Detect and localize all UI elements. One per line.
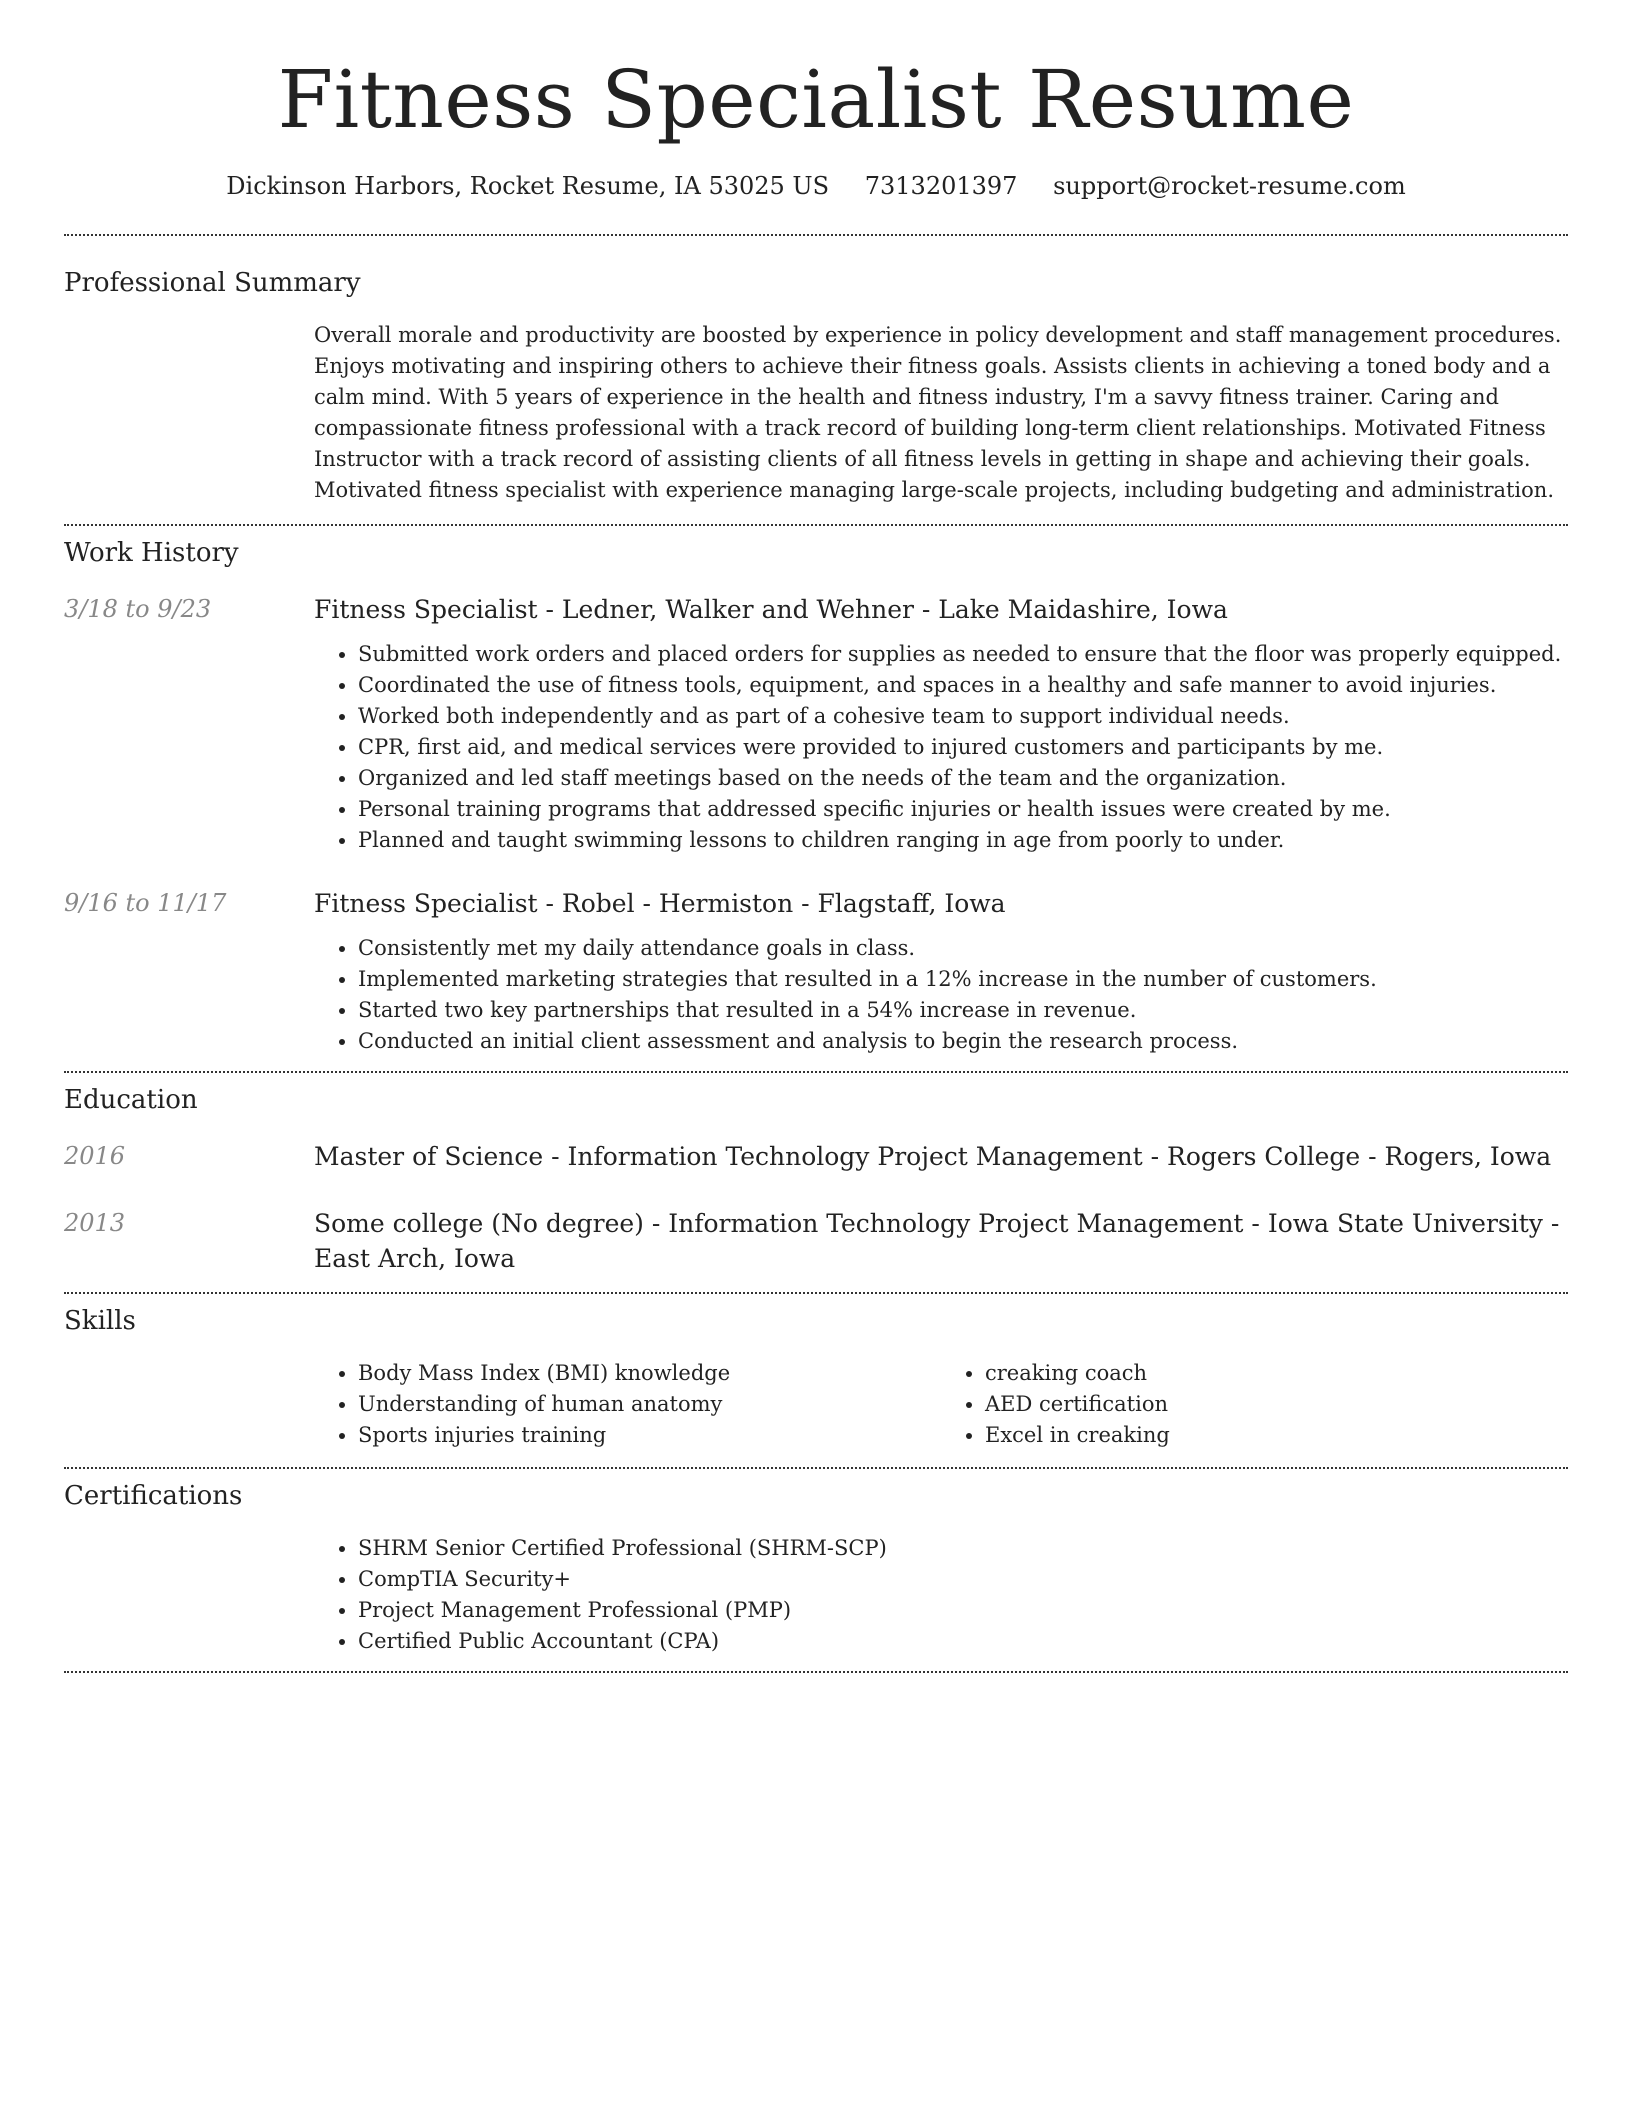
education-heading: Master of Science - Information Technology Project Management - Rogers College - Rogers, Iowa — [314, 1142, 1552, 1171]
education-heading: Some college (No degree) - Information Technology Project Management - Iowa State University - East Arch, Iowa — [314, 1209, 1560, 1273]
contact-address: Dickinson Harbors, Rocket Resume, IA 53025 US — [226, 172, 830, 200]
job-heading: Fitness Specialist - Robel - Hermiston - Flagstaff, Iowa — [314, 889, 1006, 918]
list-item: • Coordinated the use of fitness tools, equipment, and spaces in a healthy and safe manner to avoid injuries. — [358, 670, 1568, 701]
education-year: 2013 — [64, 1209, 126, 1237]
contact-phone: 7313201397 — [864, 172, 1018, 200]
certifications-list — [314, 1533, 1568, 1657]
list-item: • Consistently met my daily attendance goals in class. — [358, 933, 1568, 964]
section-divider — [64, 1671, 1568, 1673]
list-item: • Personal training programs that addressed specific injuries or health issues were created by me. — [358, 794, 1568, 825]
education-entry — [64, 1139, 1568, 1174]
section-title-education: Education — [64, 1085, 198, 1115]
list-item: • AED certification — [985, 1389, 1568, 1420]
list-item: • Started two key partnerships that resulted in a 54% increase in revenue. — [358, 995, 1568, 1026]
job-entry — [64, 886, 1568, 1057]
job-dates: 9/16 to 11/17 — [64, 889, 227, 917]
list-item: • CompTIA Security+ — [358, 1564, 1568, 1595]
job-entry — [64, 592, 1568, 856]
contact-email: support@rocket-resume.com — [1053, 172, 1406, 200]
list-item: • Project Management Professional (PMP) — [358, 1595, 1568, 1626]
list-item: • CPR, first aid, and medical services were provided to injured customers and participants by me. — [358, 732, 1568, 763]
resume-title: Fitness Specialist Resume — [277, 53, 1355, 146]
list-item: • Planned and taught swimming lessons to children ranging in age from poorly to under. — [358, 825, 1568, 856]
list-item: • Submitted work orders and placed orders for supplies as needed to ensure that the floor was properly equipped. — [358, 639, 1568, 670]
work-section — [64, 526, 1568, 1057]
list-item: • SHRM Senior Certified Professional (SHRM-SCP) — [358, 1533, 1568, 1564]
list-item: • Body Mass Index (BMI) knowledge — [358, 1358, 941, 1389]
section-title-certifications: Certifications — [64, 1481, 243, 1511]
contact-line — [64, 170, 1568, 202]
summary-section — [64, 236, 1568, 506]
skills-list-right — [941, 1358, 1568, 1451]
education-year: 2016 — [64, 1142, 126, 1170]
section-title-work: Work History — [64, 538, 239, 568]
list-item: • Organized and led staff meetings based on the needs of the team and the organization. — [358, 763, 1568, 794]
skills-section — [64, 1294, 1568, 1451]
job-bullets — [314, 933, 1568, 1057]
education-entry — [64, 1206, 1568, 1276]
certifications-section — [64, 1469, 1568, 1657]
list-item: • Conducted an initial client assessment and analysis to begin the research process. — [358, 1026, 1568, 1057]
list-item: • Understanding of human anatomy — [358, 1389, 941, 1420]
job-heading: Fitness Specialist - Ledner, Walker and Wehner - Lake Maidashire, Iowa — [314, 595, 1228, 624]
summary-text: Overall morale and productivity are boosted by experience in policy development and staff management procedures. Enjoys motivating and inspiring others to achieve their fitness goals. Assists clients in achieving a toned body and a calm mind. With 5 years of experience in the health and fitness industry, I'm a savvy fitness trainer. Caring and compassionate fitness professional with a track record of building long-term client relationships. Motivated Fitness Instructor with a track record of assisting clients of all fitness levels in getting in shape and achieving their goals. Motivated fitness specialist with experience managing large-scale projects, including budgeting and administration. — [314, 323, 1562, 502]
list-item: • Certified Public Accountant (CPA) — [358, 1626, 1568, 1657]
job-dates: 3/18 to 9/23 — [64, 595, 212, 623]
education-section — [64, 1073, 1568, 1276]
section-title-summary: Professional Summary — [64, 268, 361, 298]
resume-page — [64, 0, 1568, 1673]
list-item: • Sports injuries training — [358, 1420, 941, 1451]
job-bullets — [314, 639, 1568, 856]
list-item: • Worked both independently and as part of a cohesive team to support individual needs. — [358, 701, 1568, 732]
list-item: • Excel in creaking — [985, 1420, 1568, 1451]
list-item: • creaking coach — [985, 1358, 1568, 1389]
skills-list-left — [314, 1358, 941, 1451]
list-item: • Implemented marketing strategies that resulted in a 12% increase in the number of customers. — [358, 964, 1568, 995]
section-title-skills: Skills — [64, 1306, 136, 1336]
